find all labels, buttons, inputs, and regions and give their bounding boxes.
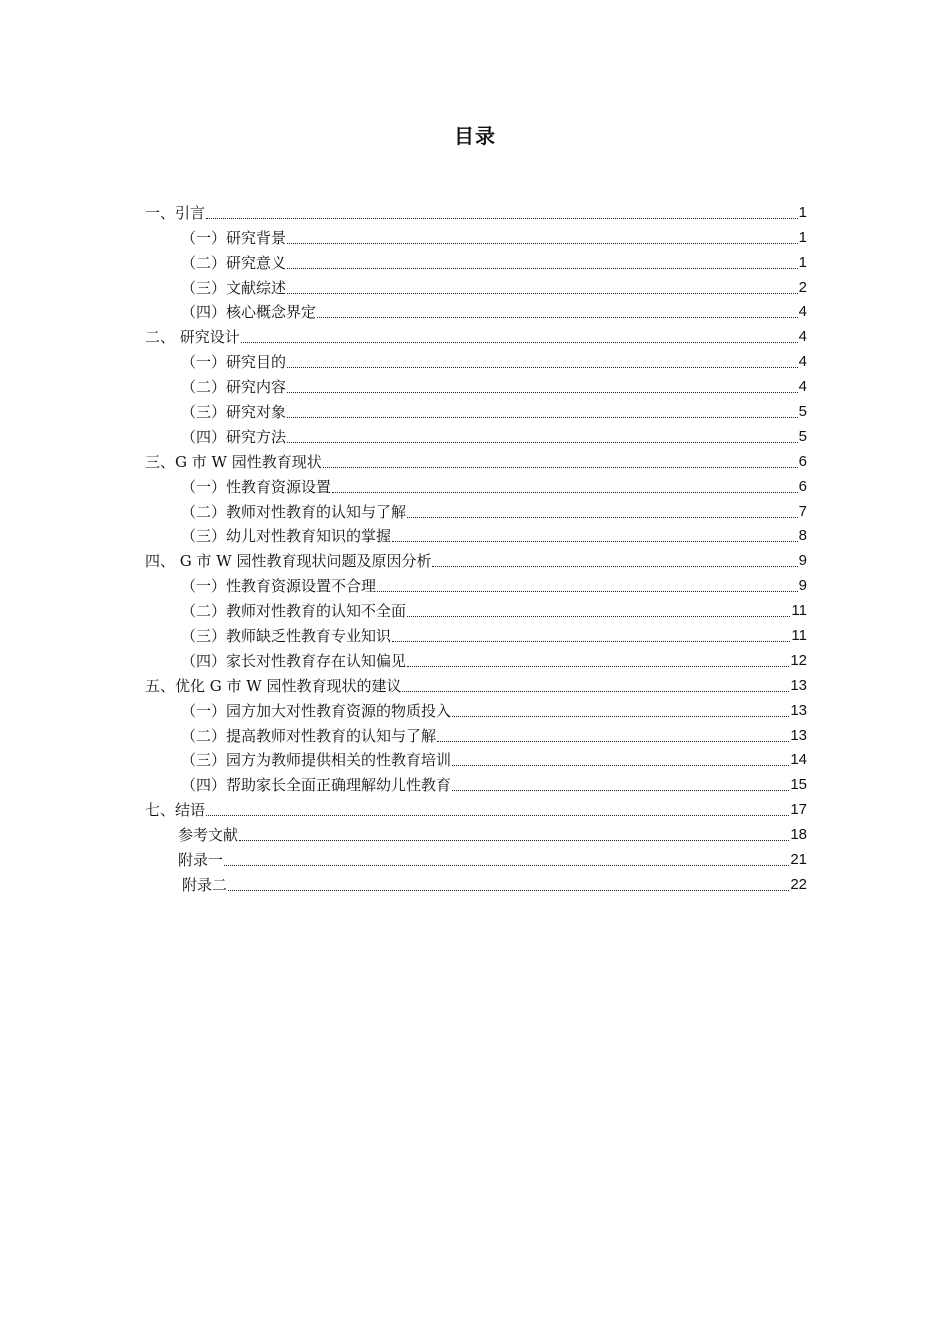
toc-dot-leader <box>377 576 798 596</box>
toc-entry-label: （一）性教育资源设置 <box>181 477 332 496</box>
toc-entry-page-number: 18 <box>790 826 807 844</box>
toc-dot-leader <box>323 452 798 472</box>
toc-entry[interactable] <box>145 522 807 547</box>
toc-entry[interactable] <box>145 845 807 870</box>
toc-dot-leader <box>287 377 798 397</box>
toc-entry-page-number: 4 <box>798 303 807 321</box>
toc-entry-page-number: 1 <box>798 253 807 271</box>
toc-entry-label: （三）园方为教师提供相关的性教育培训 <box>181 751 452 770</box>
toc-entry-page-number: 14 <box>790 751 807 769</box>
toc-entry[interactable] <box>145 347 807 372</box>
toc-entry-page-number: 4 <box>798 328 807 346</box>
toc-entry-page-number: 2 <box>798 278 807 296</box>
toc-dot-leader <box>452 701 789 721</box>
toc-entry-page-number: 13 <box>790 701 807 719</box>
toc-entry-label: 一、引言 <box>145 203 206 222</box>
toc-entry[interactable] <box>145 223 807 248</box>
toc-entry[interactable] <box>145 422 807 447</box>
toc-entry-label: 四、 G 市 W 园性教育现状问题及原因分析 <box>145 552 432 571</box>
toc-entry-label: （四）核心概念界定 <box>181 303 317 322</box>
toc-dot-leader <box>407 601 790 621</box>
toc-entry-label: （三）文献综述 <box>181 278 287 297</box>
toc-entry-page-number: 6 <box>798 477 807 495</box>
toc-dot-leader <box>402 676 789 696</box>
toc-entry-label: （二）教师对性教育的认知与了解 <box>181 502 407 521</box>
toc-entry-label: （四）帮助家长全面正确理解幼儿性教育 <box>181 776 452 795</box>
toc-dot-leader <box>407 651 789 671</box>
toc-dot-leader <box>407 502 798 522</box>
toc-dot-leader <box>287 352 798 372</box>
toc-entry-page-number: 6 <box>798 452 807 470</box>
toc-dot-leader <box>452 750 789 770</box>
toc-entry-label: （四）研究方法 <box>181 427 287 446</box>
toc-entry-label: （三）研究对象 <box>181 403 287 422</box>
toc-dot-leader <box>452 775 789 795</box>
toc-dot-leader <box>287 427 798 447</box>
toc-title: 目录 <box>454 124 496 148</box>
toc-entry-page-number: 11 <box>791 602 807 620</box>
toc-entry-label: （三）幼儿对性教育知识的掌握 <box>181 527 392 546</box>
toc-entry[interactable] <box>145 770 807 795</box>
toc-dot-leader <box>287 402 798 422</box>
toc-entry-label: 附录二 <box>182 875 228 894</box>
toc-entry-label: （一）研究目的 <box>181 353 287 372</box>
toc-entry[interactable] <box>145 397 807 422</box>
toc-entry-page-number: 1 <box>798 203 807 221</box>
toc-entry-page-number: 4 <box>798 353 807 371</box>
toc-entry-page-number: 13 <box>790 726 807 744</box>
toc-dot-leader <box>228 875 789 895</box>
toc-entry-page-number: 8 <box>798 527 807 545</box>
toc-entry-label: （一）研究背景 <box>181 228 287 247</box>
toc-entry[interactable] <box>145 571 807 596</box>
toc-entry-label: 三、G 市 W 园性教育现状 <box>145 452 322 471</box>
toc-dot-leader <box>392 526 798 546</box>
toc-entry-page-number: 1 <box>798 228 807 246</box>
toc-entry[interactable] <box>145 322 807 347</box>
toc-entry-label: 七、结语 <box>145 801 206 820</box>
toc-entry-page-number: 7 <box>798 502 807 520</box>
toc-entry-page-number: 21 <box>790 851 807 869</box>
toc-entry[interactable] <box>145 820 807 845</box>
toc-entry[interactable] <box>145 596 807 621</box>
toc-entry-page-number: 9 <box>798 552 807 570</box>
toc-entry[interactable] <box>145 372 807 397</box>
toc-dot-leader <box>392 626 790 646</box>
toc-entry[interactable] <box>145 621 807 646</box>
toc-entry[interactable] <box>145 646 807 671</box>
toc-entry[interactable] <box>145 497 807 522</box>
toc-dot-leader <box>437 726 789 746</box>
toc-dot-leader <box>287 228 798 248</box>
toc-entry-label: 参考文献 <box>178 826 239 845</box>
toc-entry[interactable] <box>145 298 807 323</box>
toc-entry-label: （二）教师对性教育的认知不全面 <box>181 602 407 621</box>
toc-dot-leader <box>206 203 798 223</box>
toc-dot-leader <box>241 327 798 347</box>
toc-dot-leader <box>206 800 789 820</box>
toc-entry-page-number: 15 <box>790 776 807 794</box>
toc-entry[interactable] <box>145 721 807 746</box>
toc-entry[interactable] <box>145 795 807 820</box>
toc-dot-leader <box>239 825 789 845</box>
table-of-contents <box>145 198 807 895</box>
toc-entry-page-number: 11 <box>791 627 807 645</box>
toc-entry[interactable] <box>145 870 807 895</box>
toc-entry[interactable] <box>145 447 807 472</box>
toc-entry[interactable] <box>145 546 807 571</box>
toc-entry-label: 二、 研究设计 <box>145 328 240 347</box>
toc-entry-label: （一）性教育资源设置不合理 <box>181 577 377 596</box>
toc-dot-leader <box>287 278 798 298</box>
toc-entry-page-number: 5 <box>798 427 807 445</box>
toc-entry-label: 五、优化 G 市 W 园性教育现状的建议 <box>145 676 402 695</box>
toc-entry-page-number: 5 <box>798 403 807 421</box>
toc-entry-label: （二）研究意义 <box>181 253 287 272</box>
toc-entry-page-number: 13 <box>790 676 807 694</box>
toc-entry-label: （四）家长对性教育存在认知偏见 <box>181 651 407 670</box>
toc-entry[interactable] <box>145 696 807 721</box>
toc-entry[interactable] <box>145 472 807 497</box>
toc-entry-page-number: 4 <box>798 378 807 396</box>
toc-entry-page-number: 17 <box>790 801 807 819</box>
toc-entry-label: （二）研究内容 <box>181 378 287 397</box>
toc-entry[interactable] <box>145 671 807 696</box>
toc-entry-label: （一）园方加大对性教育资源的物质投入 <box>181 701 452 720</box>
toc-entry-label: （三）教师缺乏性教育专业知识 <box>181 627 392 646</box>
toc-entry-page-number: 12 <box>790 651 807 669</box>
toc-entry-page-number: 9 <box>798 577 807 595</box>
toc-dot-leader <box>332 477 798 497</box>
toc-dot-leader <box>224 850 789 870</box>
toc-entry[interactable] <box>145 198 807 223</box>
toc-entry-label: 附录一 <box>178 851 224 870</box>
toc-dot-leader <box>287 253 798 273</box>
toc-entry-page-number: 22 <box>790 875 807 893</box>
toc-entry-label: （二）提高教师对性教育的认知与了解 <box>181 726 437 745</box>
toc-dot-leader <box>317 302 798 322</box>
toc-entry[interactable] <box>145 273 807 298</box>
toc-dot-leader <box>432 551 797 571</box>
toc-entry[interactable] <box>145 746 807 771</box>
toc-entry[interactable] <box>145 248 807 273</box>
